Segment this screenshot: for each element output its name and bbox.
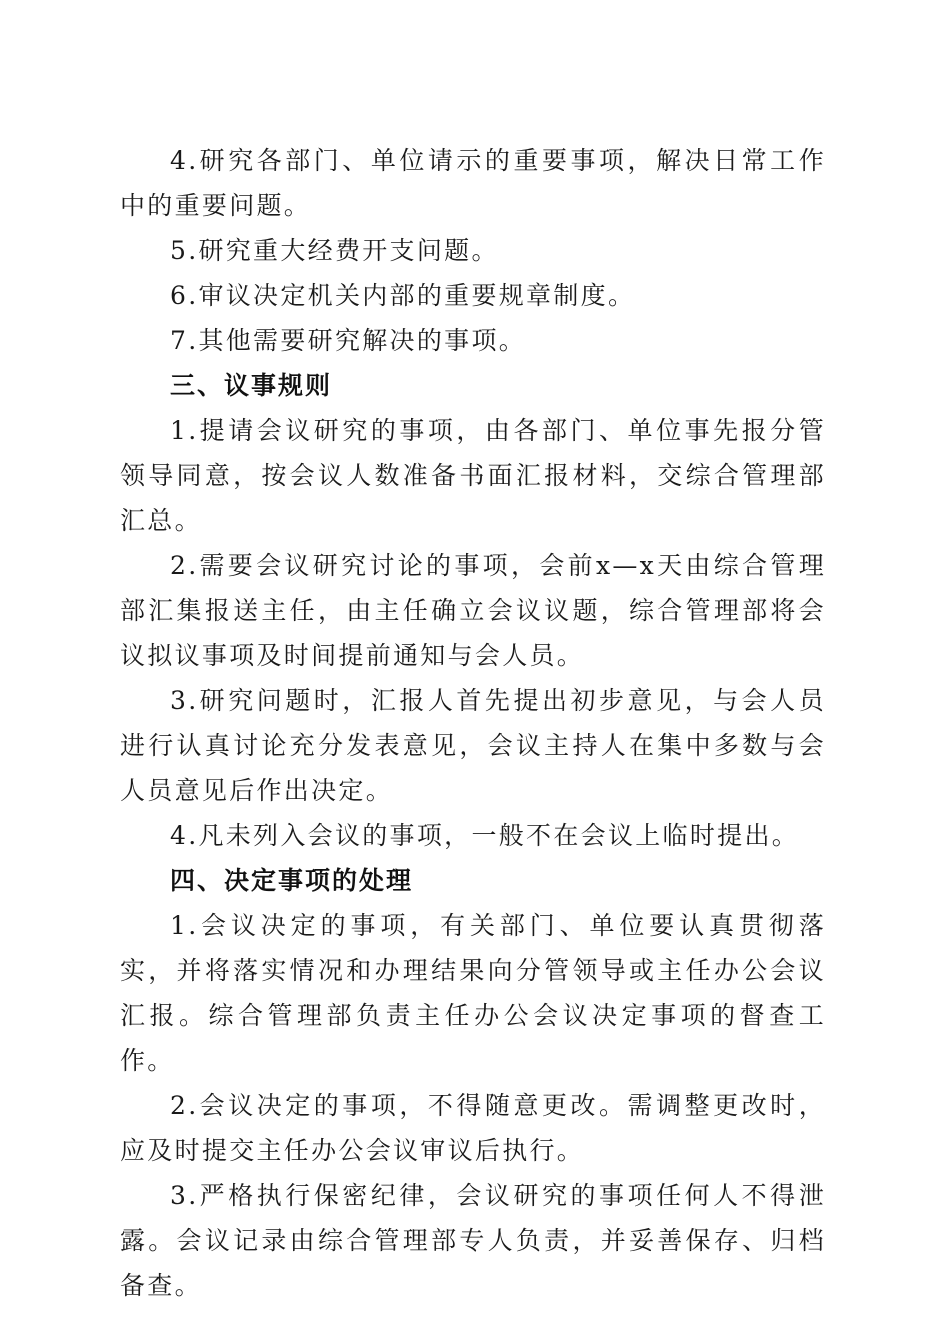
paragraph-item-4: 4.研究各部门、单位请示的重要事项，解决日常工作中的重要问题。: [120, 146, 826, 220]
rules-item-1: 1.提请会议研究的事项，由各部门、单位事先报分管领导同意，按会议人数准备书面汇报材料，交综合管理部汇总。: [120, 416, 826, 535]
decisions-item-3: 3.严格执行保密纪律，会议研究的事项任何人不得泄露。会议记录由综合管理部专人负责，并妥善保存、归档备查。: [120, 1181, 826, 1300]
decisions-item-2: 2.会议决定的事项，不得随意更改。需调整更改时，应及时提交主任办公会议审议后执行。: [120, 1091, 826, 1165]
paragraph-item-7: 7.其他需要研究解决的事项。: [170, 326, 527, 355]
rules-item-4: 4.凡未列入会议的事项，一般不在会议上临时提出。: [170, 821, 800, 850]
document-body: [120, 138, 826, 1308]
paragraph-item-6: 6.审议决定机关内部的重要规章制度。: [170, 281, 636, 310]
section-heading-decisions: 四、决定事项的处理: [170, 866, 414, 895]
rules-item-2: 2.需要会议研究讨论的事项，会前x—x天由综合管理部汇集报送主任，由主任确立会议议题，综合管理部将会议拟议事项及时间提前通知与会人员。: [120, 551, 826, 670]
decisions-item-1: 1.会议决定的事项，有关部门、单位要认真贯彻落实，并将落实情况和办理结果向分管领导或主任办公会议汇报。综合管理部负责主任办公会议决定事项的督查工作。: [120, 911, 826, 1075]
paragraph-item-5: 5.研究重大经费开支问题。: [170, 236, 499, 265]
rules-item-3: 3.研究问题时，汇报人首先提出初步意见，与会人员进行认真讨论充分发表意见，会议主持人在集中多数与会人员意见后作出决定。: [120, 686, 826, 805]
section-heading-rules: 三、议事规则: [170, 371, 333, 400]
